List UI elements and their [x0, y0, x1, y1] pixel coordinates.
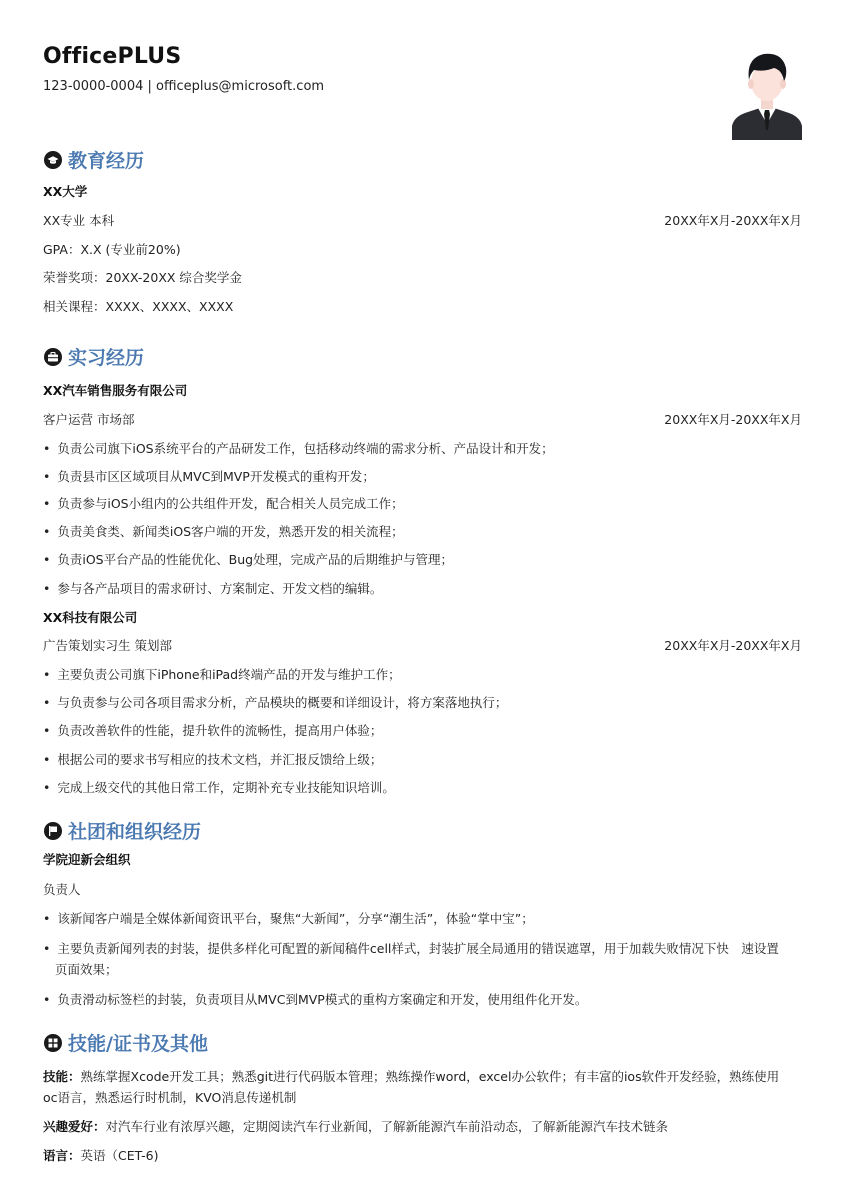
skills-text: 熟练掌握Xcode开发工具；熟悉git进行代码版本管理；熟练操作word，excel办公软件；有丰富的ios软件开发经验，熟练使用	[80, 1069, 780, 1084]
section-title: 技能/证书及其他	[68, 1033, 208, 1055]
flag-icon	[44, 822, 62, 840]
skills-label: 技能：	[43, 1069, 81, 1084]
skills-line-continuation: oc语言，熟悉运行时机制，KVO消息传递机制	[43, 1090, 297, 1105]
list-item: • 该新闻客户端是全媒体新闻资讯平台，聚焦“大新闻”，分享“潮生活”，体验“掌中宝”；	[43, 909, 534, 927]
section-title: 教育经历	[68, 150, 145, 172]
list-item: • 负责改善软件的性能，提升软件的流畅性，提高用户体验；	[43, 721, 382, 739]
grid-icon	[44, 1034, 62, 1052]
club-role: 负责人	[43, 882, 81, 897]
language-text: 英语（CET-6)	[80, 1148, 159, 1163]
list-item: • 负责美食类、新闻类iOS客户端的开发，熟悉开发的相关流程；	[43, 522, 404, 540]
language-line	[43, 1146, 158, 1164]
job-role: 客户运营 市场部	[43, 412, 135, 427]
skills-line	[43, 1067, 779, 1085]
list-item: • 与负责参与公司各项目需求分析，产品模块的概要和详细设计，将方案落地执行；	[43, 693, 507, 711]
resume-name: OfficePLUS	[43, 44, 182, 69]
list-item: • 完成上级交代的其他日常工作，定期补充专业技能知识培训。	[43, 778, 395, 796]
club-section-header	[44, 817, 201, 844]
graduation-cap-icon	[44, 151, 62, 169]
section-title: 社团和组织经历	[68, 821, 202, 843]
job-date: 20XX年X月-20XX年X月	[664, 412, 802, 427]
hobby-line	[43, 1117, 668, 1135]
list-item: • 负责县市区区域项目从MVC到MVP开发模式的重构开发；	[43, 467, 375, 485]
section-title: 实习经历	[68, 347, 145, 369]
company-name: XX汽车销售服务有限公司	[43, 383, 188, 398]
list-item: • 主要负责公司旗下iPhone和iPad终端产品的开发与维护工作；	[43, 665, 401, 683]
internship-section-header	[44, 343, 144, 370]
briefcase-icon	[44, 348, 62, 366]
list-item: • 负责iOS平台产品的性能优化、Bug处理，完成产品的后期维护与管理；	[43, 550, 453, 568]
honor: 荣誉奖项：20XX-20XX 综合奖学金	[43, 270, 242, 285]
list-item: • 参与各产品项目的需求研讨、方案制定、开发文档的编辑。	[43, 579, 382, 597]
hobby-label: 兴趣爱好：	[43, 1119, 106, 1134]
person-avatar-icon	[730, 44, 804, 140]
list-item: • 根据公司的要求书写相应的技术文档，并汇报反馈给上级；	[43, 750, 382, 768]
education-date: 20XX年X月-20XX年X月	[664, 213, 802, 228]
language-label: 语言：	[43, 1148, 81, 1163]
list-item-continuation: 页面效果；	[55, 962, 118, 977]
hobby-text: 对汽车行业有浓厚兴趣，定期阅读汽车行业新闻，了解新能源汽车前沿动态，了解新能源汽车技术链条	[105, 1119, 669, 1134]
list-item: • 负责公司旗下iOS系统平台的产品研发工作，包括移动终端的需求分析、产品设计和开发；	[43, 439, 554, 457]
company-name: XX科技有限公司	[43, 610, 138, 625]
list-item: • 负责参与iOS小组内的公共组件开发，配合相关人员完成工作；	[43, 494, 404, 512]
school-name: XX大学	[43, 184, 88, 199]
education-section-header	[44, 146, 144, 173]
org-name: 学院迎新会组织	[43, 852, 131, 867]
gpa: GPA：X.X (专业前20%)	[43, 242, 181, 257]
courses: 相关课程：XXXX、XXXX、XXXX	[43, 299, 234, 314]
list-item: • 负责滑动标签栏的封装，负责项目从MVC到MVP模式的重构方案确定和开发，使用组件化开发。	[43, 990, 587, 1008]
job-date: 20XX年X月-20XX年X月	[664, 638, 802, 653]
major: XX专业 本科	[43, 213, 115, 228]
list-item: • 主要负责新闻列表的封装，提供多样化可配置的新闻稿件cell样式，封装扩展全局通用的错误遮罩，用于加载失败情况下快 速设置	[43, 939, 779, 957]
skills-section-header	[44, 1029, 208, 1056]
contact-info: 123-0000-0004 | officeplus@microsoft.com	[43, 79, 325, 94]
job-role: 广告策划实习生 策划部	[43, 638, 172, 653]
